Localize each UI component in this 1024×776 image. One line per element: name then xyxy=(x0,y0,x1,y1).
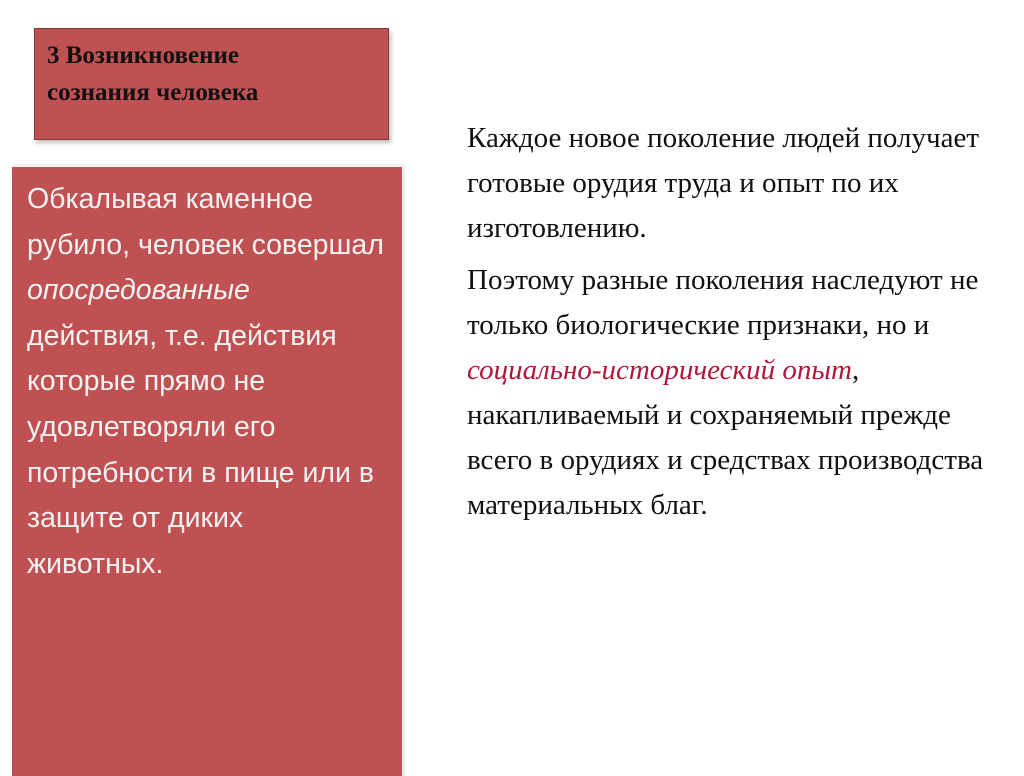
left-panel xyxy=(12,164,405,776)
left-text-after: действия, т.е. действия которые прямо не удовлетворяли его потребности в пище или в защите от диких животных. xyxy=(27,319,374,580)
right-paragraph-2 xyxy=(467,258,1012,528)
slide-title: 3 Возникновение сознания человека xyxy=(47,42,259,106)
left-text-emphasis: опосредованные xyxy=(27,274,250,307)
right-paragraph-2-highlight: социально-исторический опыт xyxy=(467,354,852,386)
title-box xyxy=(34,28,389,140)
right-paragraph-2-after: , накапливаемый и сохраняемый прежде всего в орудиях и средствах производства материальных благ. xyxy=(467,354,984,521)
left-panel-text xyxy=(27,177,387,587)
right-paragraph-1-text: Каждое новое поколение людей получает готовые орудия труда и опыт по их изготовлению. xyxy=(467,122,980,244)
right-paragraph-2-before: Поэтому разные поколения наследуют не только биологические признаки, но и xyxy=(467,264,979,341)
left-text-before: Обкалывая каменное рубило, человек совершал xyxy=(27,183,384,261)
right-paragraph-1 xyxy=(467,116,1012,251)
right-panel xyxy=(467,116,1012,535)
